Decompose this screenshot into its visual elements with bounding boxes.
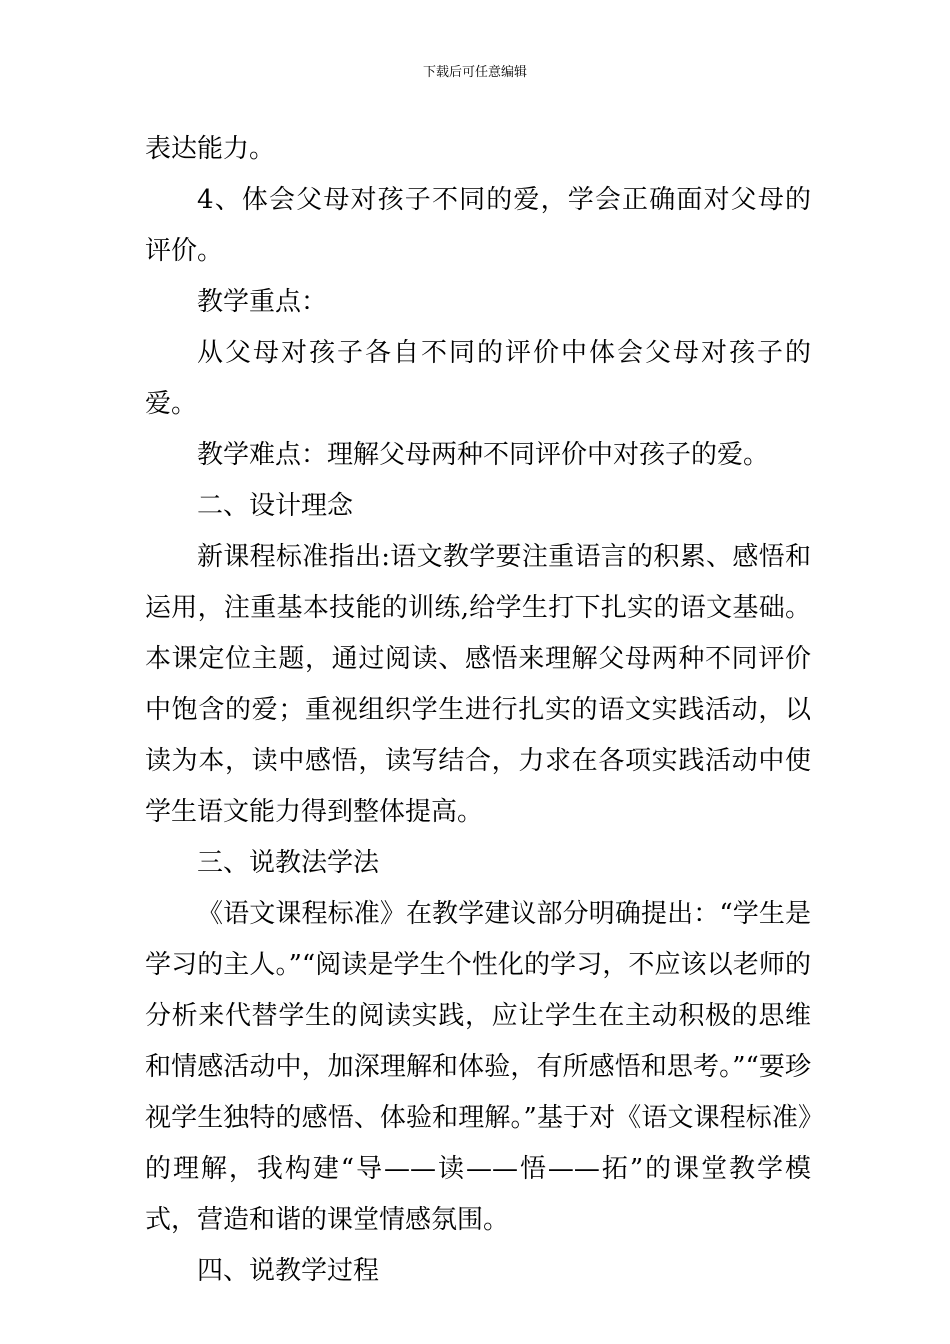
page-header: 下载后可任意编辑	[422, 65, 527, 80]
section-heading-methods: 三、说教法学法	[197, 848, 380, 878]
document-body	[145, 124, 811, 1297]
section-heading-process: 四、说教学过程	[197, 1256, 380, 1286]
paragraph-7: 新课程标准指出:语文教学要注重语言的积累、感悟和运用，注重基本技能的训练,给学生打下扎实的语文基础。本课定位主题，通过阅读、感悟来理解父母两种不同评价中饱含的爱；重视组织学生进行扎实的语文实践活动，以读为本，读中感悟，读写结合，力求在各项实践活动中使学生语文能力得到整体提高。	[145, 542, 811, 827]
paragraph-2: 4、体会父母对孩子不同的爱，学会正确面对父母的评价。	[145, 185, 811, 266]
paragraph-5: 教学难点：理解父母两种不同评价中对孩子的爱。	[197, 440, 770, 470]
section-heading-design: 二、设计理念	[197, 491, 354, 521]
paragraph-1: 表达能力。	[145, 134, 276, 164]
paragraph-9: 《语文课程标准》在教学建议部分明确提出：“学生是学习的主人。”“阅读是学生个性化的学习，不应该以老师的分析来代替学生的阅读实践，应让学生在主动积极的思维和情感活动中，加深理解和体验，有所感悟和思考。”“要珍视学生独特的感悟、体验和理解。”基于对《语文课程标准》的理解，我构建“导——读——悟——拓”的课堂教学模式，营造和谐的课堂情感氛围。	[145, 899, 811, 1235]
paragraph-3: 教学重点：	[197, 287, 328, 317]
paragraph-4: 从父母对孩子各自不同的评价中体会父母对孩子的爱。	[145, 338, 811, 419]
